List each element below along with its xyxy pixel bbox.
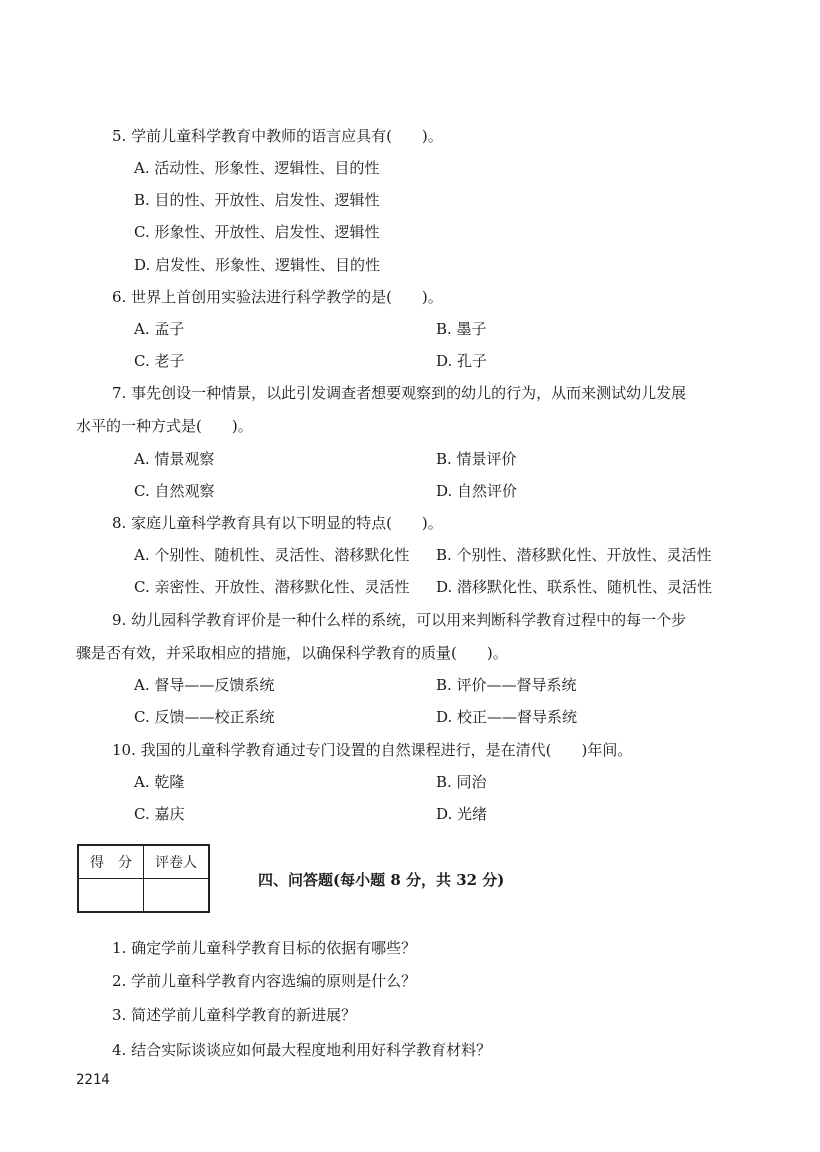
question-9-stem: 9. 幼儿园科学教育评价是一种什么样的系统，可以用来判断科学教育过程中的每一个步 [112, 611, 687, 629]
question-6-option-b: B. 墨子 [436, 320, 487, 338]
score-table [77, 844, 210, 913]
question-6-option-c: C. 老子 [134, 352, 185, 370]
question-8-option-c: C. 亲密性、开放性、潜移默化性、灵活性 [134, 578, 410, 596]
grader-header: 评卷人 [144, 845, 210, 879]
question-10-stem: 10. 我国的儿童科学教育通过专门设置的自然课程进行，是在清代( )年间。 [112, 741, 633, 759]
question-5-option-a: A. 活动性、形象性、逻辑性、目的性 [134, 159, 380, 177]
question-8-stem: 8. 家庭儿童科学教育具有以下明显的特点( )。 [112, 514, 443, 532]
question-9-stem-cont: 骤是否有效，并采取相应的措施，以确保科学教育的质量( )。 [76, 644, 508, 662]
short-answer-4: 4. 结合实际谈谈应如何最大程度地利用好科学教育材料？ [112, 1041, 492, 1059]
question-6-option-d: D. 孔子 [436, 352, 488, 370]
question-5-option-c: C. 形象性、开放性、启发性、逻辑性 [134, 223, 380, 241]
question-10-option-b: B. 同治 [436, 773, 487, 791]
question-6-stem: 6. 世界上首创用实验法进行科学教学的是( )。 [112, 288, 443, 306]
question-9-option-a: A. 督导——反馈系统 [134, 676, 275, 694]
question-7-option-a: A. 情景观察 [134, 450, 215, 468]
grader-cell[interactable] [144, 879, 210, 913]
question-6-option-a: A. 孟子 [134, 320, 185, 338]
score-header: 得 分 [78, 845, 144, 879]
question-7-stem-cont: 水平的一种方式是( )。 [76, 417, 253, 435]
question-8-option-b: B. 个别性、潜移默化性、开放性、灵活性 [436, 546, 712, 564]
short-answer-1: 1. 确定学前儿童科学教育目标的依据有哪些？ [112, 939, 417, 957]
question-7-stem: 7. 事先创设一种情景，以此引发调查者想要观察到的幼儿的行为，从而来测试幼儿发展 [112, 384, 687, 402]
short-answer-3: 3. 简述学前儿童科学教育的新进展？ [112, 1006, 357, 1024]
question-8-option-d: D. 潜移默化性、联系性、随机性、灵活性 [436, 578, 713, 596]
question-5-option-b: B. 目的性、开放性、启发性、逻辑性 [134, 191, 380, 209]
question-7-option-d: D. 自然评价 [436, 482, 518, 500]
score-cell[interactable] [78, 879, 144, 913]
section-title: 四、问答题(每小题 8 分，共 32 分) [258, 871, 505, 889]
question-5-option-d: D. 启发性、形象性、逻辑性、目的性 [134, 256, 381, 274]
question-10-option-c: C. 嘉庆 [134, 805, 185, 823]
question-10-option-a: A. 乾隆 [134, 773, 185, 791]
question-9-option-b: B. 评价——督导系统 [436, 676, 577, 694]
question-9-option-c: C. 反馈——校正系统 [134, 708, 275, 726]
question-8-option-a: A. 个别性、随机性、灵活性、潜移默化性 [134, 546, 410, 564]
question-9-option-d: D. 校正——督导系统 [436, 708, 578, 726]
question-7-option-b: B. 情景评价 [436, 450, 517, 468]
question-7-option-c: C. 自然观察 [134, 482, 215, 500]
short-answer-2: 2. 学前儿童科学教育内容选编的原则是什么？ [112, 972, 417, 990]
footer-code: 2214 [76, 1072, 110, 1088]
question-5-stem: 5. 学前儿童科学教育中教师的语言应具有( )。 [112, 127, 443, 145]
question-10-option-d: D. 光绪 [436, 805, 488, 823]
